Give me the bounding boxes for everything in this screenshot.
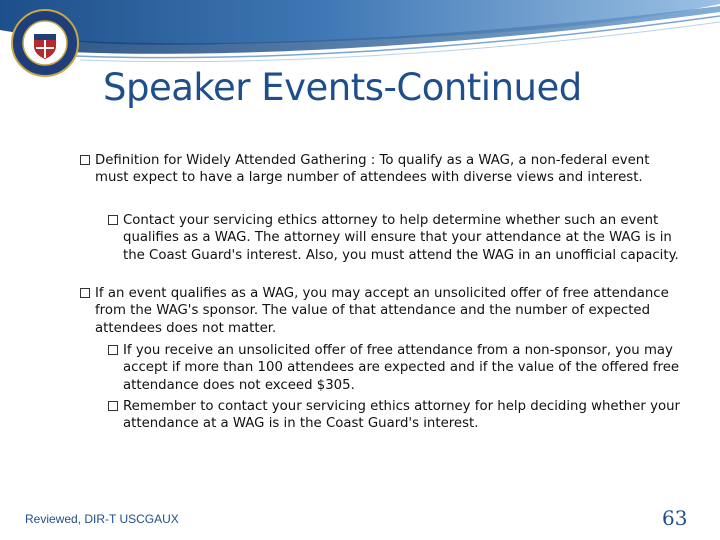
- page-number: 63: [662, 506, 688, 530]
- checkbox-bullet-icon: [108, 401, 118, 411]
- bullet-text: Remember to contact your servicing ethics attorney for help deciding whether your attendance at a WAG is in the Coast Guard's interest.: [123, 399, 681, 432]
- checkbox-bullet-icon: [80, 155, 90, 165]
- bullet-text: If you receive an unsolicited offer of free attendance from a non-sponsor, you may accept if more than 100 attendees are expected and if the value of the offered free attendance does not exceed $305.: [123, 343, 680, 393]
- coast-guard-auxiliary-seal: [10, 8, 80, 78]
- bullet-item: [80, 285, 680, 337]
- sub-bullet-item: [108, 342, 683, 394]
- header-swoosh: [0, 0, 720, 75]
- bullet-text: Contact your servicing ethics attorney to help determine whether such an event qualifies as a WAG. The attorney will ensure that your attendance at the WAG is in the Coast Guard's interest. Also, you must attend the WAG in an unofficial capacity.: [123, 213, 679, 263]
- sub-bullet-item: [108, 212, 683, 264]
- checkbox-bullet-icon: [80, 288, 90, 298]
- slide-title: Speaker Events-Continued: [103, 66, 582, 109]
- checkbox-bullet-icon: [108, 345, 118, 355]
- checkbox-bullet-icon: [108, 215, 118, 225]
- bullet-item: [80, 152, 680, 187]
- sub-bullet-item: [108, 398, 683, 433]
- footer-text: Reviewed, DIR-T USCGAUX: [25, 512, 179, 526]
- bullet-text: If an event qualifies as a WAG, you may accept an unsolicited offer of free attendance from the WAG's sponsor. The value of that attendance and the number of expected attendees does not matter.: [95, 286, 669, 336]
- bullet-text: Definition for Widely Attended Gathering : To qualify as a WAG, a non-federal event must expect to have a large number of attendees with diverse views and interest.: [95, 153, 650, 186]
